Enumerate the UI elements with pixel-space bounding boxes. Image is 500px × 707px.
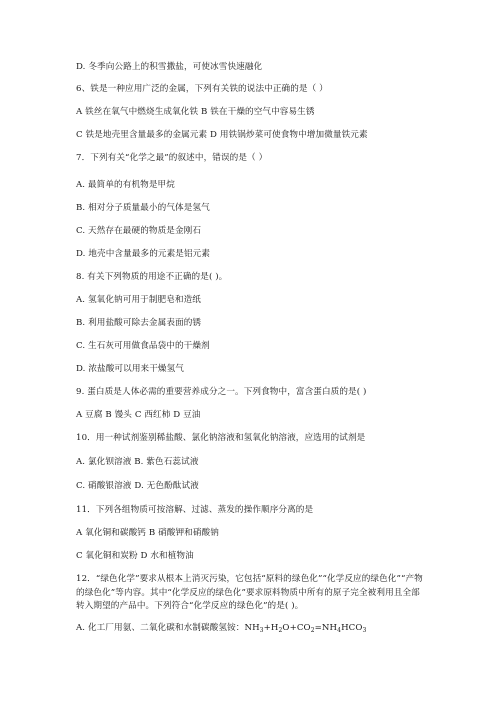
- q8-option-d: D. 浓盐酸可以用来干燥氢气: [76, 364, 184, 374]
- q8-option-c: C. 生石灰可用做食品袋中的干燥剂: [76, 341, 210, 351]
- formula-subscript: 3: [259, 627, 264, 634]
- q6-options-ab: A 铁丝在氧气中燃烧生成氧化铁 B 铁在干燥的空气中容易生锈: [76, 107, 315, 117]
- q5-option-d: D. 冬季向公路上的积雪撒盐，可使冰雪快速融化: [76, 62, 263, 72]
- q11-options-cd: C 氧化铜和炭粉 D 水和植物油: [76, 551, 194, 561]
- formula-part: +H: [263, 623, 279, 633]
- q12-option-a-text: A. 化工厂用氨、二氧化碳和水制碳酸氢铵：NH: [76, 623, 260, 633]
- formula-subscript: 4: [337, 627, 342, 634]
- q8-option-a: A. 氢氧化钠可用于制肥皂和造纸: [76, 295, 201, 305]
- q9-options: A 豆腐 B 馒头 C 西红柿 D 豆油: [76, 410, 201, 420]
- formula-part: O+CO: [282, 623, 311, 633]
- q12-option-a: [76, 622, 436, 634]
- formula-subscript: 2: [278, 627, 283, 634]
- q6-stem: 6、铁是一种应用广泛的金属，下列有关铁的说法中正确的是（ ）: [76, 84, 328, 94]
- q11-stem: 11．下列各组物质可按溶解、过滤、蒸发的操作顺序分离的是: [76, 505, 314, 515]
- formula-subscript: 3: [362, 627, 367, 634]
- formula-part: =NH: [314, 623, 338, 633]
- q10-stem: 10．用一种试剂鉴别稀盐酸、氯化钠溶液和氢氧化钠溶液，应选用的试剂是: [76, 433, 366, 443]
- q11-options-ab: A 氧化铜和碳酸钙 B 硝酸钾和硝酸钠: [76, 528, 219, 538]
- formula-subscript: 2: [310, 627, 315, 634]
- q9-stem: 9. 蛋白质是人体必需的重要营养成分之一。下列食物中，富含蛋白质的是( ): [76, 387, 367, 397]
- formula-part: HCO: [341, 623, 363, 633]
- q7-option-b: B. 相对分子质量最小的气体是氢气: [76, 203, 210, 213]
- q6-options-cd: C 铁是地壳里含量最多的金属元素 D 用铁锅炒菜可使食物中增加微量铁元素: [76, 130, 368, 140]
- q8-option-b: B. 利用盐酸可除去金属表面的锈: [76, 318, 202, 328]
- q7-option-a: A. 最简单的有机物是甲烷: [76, 180, 175, 190]
- q7-option-c: C. 天然存在最硬的物质是金刚石: [76, 226, 202, 236]
- q7-option-d: D. 地壳中含量最多的元素是铝元素: [76, 249, 211, 259]
- q10-options-ab: A. 氯化钡溶液 B. 紫色石蕊试液: [76, 457, 199, 467]
- q10-options-cd: C. 硝酸银溶液 D. 无色酚酞试液: [76, 481, 199, 491]
- q12-stem: 12．“绿色化学”要求从根本上消灭污染，它包括“原料的绿色化”“化学反应的绿色化”“产物的绿色化”等内容。其中“化学反应的绿色化”要求原料物质中所有的原子完全被利用且全部转入期望的产品中。下列符合“化学反应的绿色化”的是( )。: [76, 574, 423, 611]
- q7-stem: 7．下列有关“化学之最”的叙述中，错误的是（ ）: [76, 153, 268, 163]
- q8-stem: 8. 有关下列物质的用途不正确的是( )。: [76, 272, 228, 282]
